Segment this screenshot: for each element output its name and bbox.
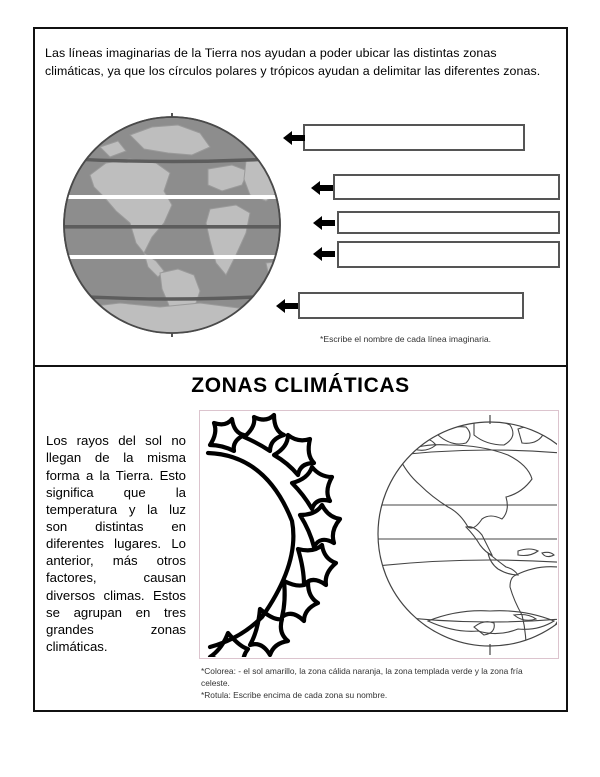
section2-paragraph: Los rayos del sol no llegan de la misma forma a la Tierra. Esto significa que la temperatura y la luz son distintas en diferentes lugares. Lo anterior, más otros factores, causan diversos climas. Estos se agrupan en tres grandes zonas climáticas.: [46, 433, 186, 655]
section-divider: [33, 365, 568, 367]
instruction-colorea: *Colorea: - el sol amarillo, la zona cálida naranja, la zona templada verde y la zona fría celeste.: [201, 666, 523, 689]
arrow-icon-5: [276, 298, 298, 319]
instruction-rotula: *Rotula: Escribe encima de cada zona su nombre.: [201, 690, 388, 701]
section1-instruction: *Escribe el nombre de cada línea imaginaria.: [320, 334, 492, 344]
section2-title: ZONAS CLIMÁTICAS: [191, 374, 410, 397]
shaded-globe-image: [60, 113, 284, 337]
section2-instructions: [201, 665, 553, 702]
answer-box-3[interactable]: [337, 211, 560, 234]
arrow-icon-4: [313, 246, 335, 267]
answer-box-2[interactable]: [333, 174, 560, 200]
arrow-icon-1: [283, 130, 305, 151]
answer-box-5[interactable]: [298, 292, 524, 319]
arrow-icon-3: [313, 215, 335, 236]
answer-box-1[interactable]: [303, 124, 525, 151]
intro-paragraph: Las líneas imaginarias de la Tierra nos ayudan a poder ubicar las distintas zonas climáticas, ya que los círculos polares y trópicos ayudan a delimitar las diferentes zonas.: [45, 46, 541, 79]
sun-globe-illustration: [199, 410, 559, 659]
answer-box-4[interactable]: [337, 241, 560, 268]
arrow-icon-2: [311, 180, 333, 201]
